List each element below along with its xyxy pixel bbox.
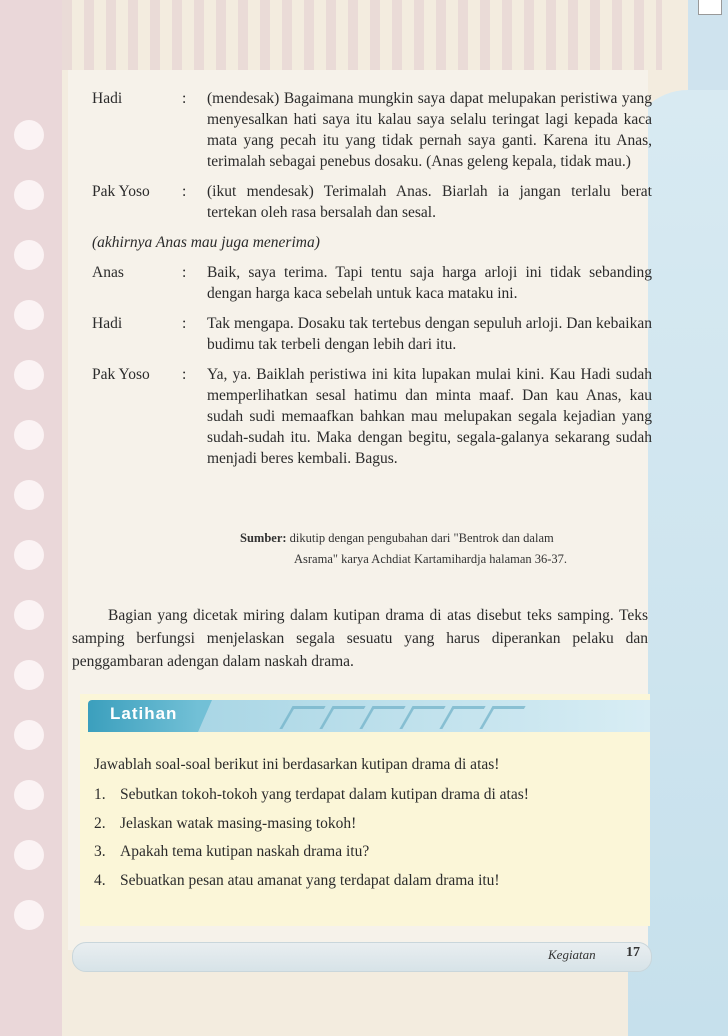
question-list [94,786,644,900]
decorative-dot [14,300,44,330]
speaker-name: Hadi [92,90,123,107]
speech-text: Ya, ya. Baiklah peristiwa ini kita lupakan mulai kini. Kau Hadi sudah memperlihatkan sesal hatimu dan minta maaf. Dan kau Anas, kau sudah sudi memaafkan bahkan mau melupakan segala kejadian yang sudah-sudah itu. Maka dengan begitu, segala-galanya sekarang sudah menjadi beres kembali. Bagus. [207,366,652,467]
question-number: 4. [94,871,106,889]
top-decorative-stripes [62,0,662,70]
dialogue-line [92,262,652,304]
dialogue-line [92,181,652,223]
colon-separator: : [182,315,187,332]
question-item [94,786,644,815]
speech-text: Tak mengapa. Dosaku tak tertebus dengan sepuluh arloji. Dan kebaikan budimu tak terbeli dengan lebih dari itu. [207,315,652,353]
exercise-instruction: Jawablah soal-soal berikut ini berdasarkan kutipan drama di atas! [94,756,500,773]
speech-text: Baik, saya terima. Tapi tentu saja harga arloji ini tidak sebanding dengan harga kaca sebelah untuk kaca mataku ini. [207,264,652,302]
decorative-dot [14,780,44,810]
dialogue-line [92,88,652,172]
decorative-dot [14,900,44,930]
exercise-header-band [196,700,650,732]
question-number: 3. [94,843,106,860]
decorative-slash [479,706,525,729]
drama-dialogue [92,88,652,478]
question-text: Sebutkan tokoh-tokoh yang terdapat dalam kutipan drama di atas! [120,786,529,803]
colon-separator: : [182,366,187,383]
speaker-name: Pak Yoso [92,183,150,200]
decorative-dot [14,480,44,510]
decorative-slash [399,706,445,729]
decorative-dot [14,360,44,390]
colon-separator: : [182,183,187,200]
decorative-dot [14,240,44,270]
source-line-2: Asrama" karya Achdiat Kartamihardja halaman 36-37. [294,552,568,566]
source-citation [240,528,650,570]
question-item [94,815,644,844]
decorative-dot [14,540,44,570]
question-number: 2. [94,814,106,832]
decorative-slash [319,706,365,729]
left-decorative-strip [0,0,62,1036]
question-item [94,872,644,901]
source-label: Sumber: [240,531,287,545]
speaker-name: Anas [92,264,124,281]
decorative-dot [14,120,44,150]
colon-separator: : [182,264,187,281]
decorative-slash [359,706,405,729]
speaker-name: Pak Yoso [92,366,150,383]
dialogue-line [92,364,652,469]
exercise-title: Latihan [110,704,178,723]
speech-text: (ikut mendesak) Terimalah Anas. Biarlah ia jangan terlalu berat tertekan oleh rasa bersalah dan sesal. [207,183,652,221]
speaker-name: Hadi [92,315,123,332]
colon-separator: : [182,90,187,107]
explanation-paragraph: Bagian yang dicetak miring dalam kutipan drama di atas disebut teks samping. Teks samping berfungsi menjelaskan segala sesuatu yang harus diperankan pelaku dan penggambaran adengan dalam naskah drama. [72,607,648,670]
decorative-slash [279,706,325,729]
page-number: 17 [626,945,640,960]
decorative-dot [14,720,44,750]
question-number: 1. [94,786,106,803]
speech-text: (mendesak) Bagaimana mungkin saya dapat melupakan peristiwa yang menyesalkan hati saya itu kalau saya selalu teringat lagi kepada kaca mata yang pecah itu yang tidak pernah saya ganti. Karena itu Anas, terimalah sebagai penebus dosaku. (Anas geleng kepala, tidak mau.) [207,90,652,170]
stage-direction: (akhirnya Anas mau juga menerima) [92,234,320,251]
footer-section-label: Kegiatan [548,947,596,962]
question-text: Jelaskan watak masing-masing tokoh! [120,814,357,832]
dialogue-line [92,313,652,355]
decorative-dot [14,660,44,690]
corner-marker [698,0,722,15]
decorative-dot [14,420,44,450]
question-text: Apakah tema kutipan naskah drama itu? [120,843,370,860]
source-line-1: dikutip dengan pengubahan dari "Bentrok dan dalam [289,531,554,545]
question-text: Sebuatkan pesan atau amanat yang terdapat dalam drama itu! [120,871,500,889]
decorative-dot [14,840,44,870]
decorative-slash [439,706,485,729]
decorative-dot [14,180,44,210]
decorative-dot [14,600,44,630]
question-item [94,843,644,872]
